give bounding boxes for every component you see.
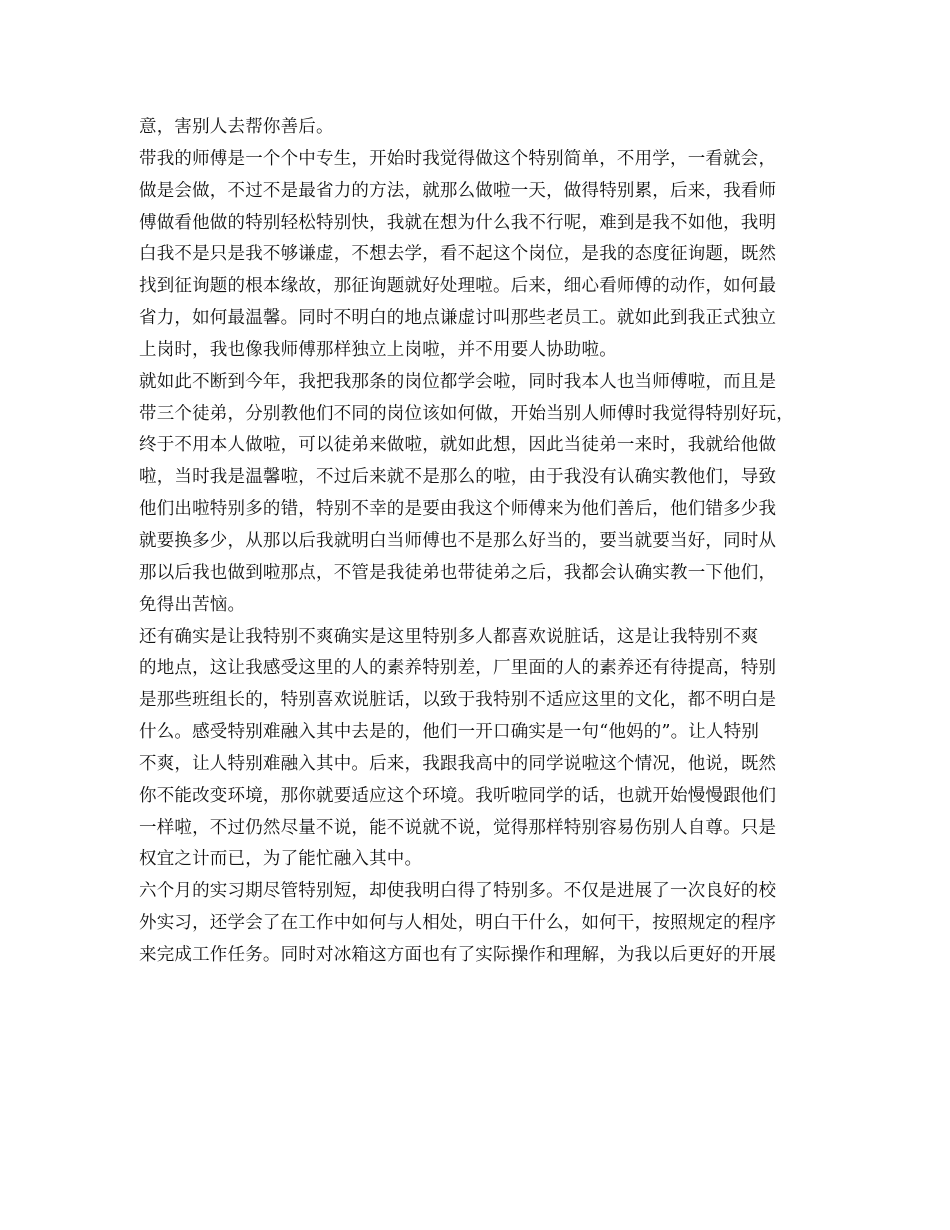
- text-line: 终于不用本人做啦，可以徒弟来做啦，就如此想，因此当徒弟一来时，我就给他做: [139, 435, 777, 456]
- text-line: 权宜之计而已，为了能忙融入其中。: [139, 849, 423, 870]
- text-line: 还有确实是让我特别不爽确实是这里特别多人都喜欢说脏话，这是让我特别不爽: [139, 626, 759, 647]
- text-line: 找到征询题的根本缘故，那征询题就好处理啦。后来，细心看师傅的动作，如何最: [139, 276, 777, 297]
- text-line: 带三个徒弟，分别教他们不同的岗位该如何做，开始当别人师傅时我觉得特别好玩，: [139, 403, 794, 424]
- text-line: 白我不是只是我不够谦虚，不想去学，看不起这个岗位，是我的态度征询题，既然: [139, 244, 777, 265]
- text-line: 就要换多少，从那以后我就明白当师傅也不是那么好当的，要当就要当好，同时从: [139, 530, 777, 551]
- text-line: 外实习，还学会了在工作中如何与人相处，明白干什么，如何干，按照规定的程序: [139, 913, 777, 934]
- text-line: 就如此不断到今年，我把我那条的岗位都学会啦，同时我本人也当师傅啦，而且是: [139, 371, 777, 392]
- text-line: 是那些班组长的，特别喜欢说脏话，以致于我特别不适应这里的文化，都不明白是: [139, 690, 777, 711]
- text-line: 他们出啦特别多的错，特别不幸的是要由我这个师傅来为他们善后，他们错多少我: [139, 499, 777, 520]
- text-line: 省力，如何最温馨。同时不明白的地点谦虚讨叫那些老员工。就如此到我正式独立: [139, 308, 777, 329]
- text-line: 你不能改变环境，那你就要适应这个环境。我听啦同学的话，也就开始慢慢跟他们: [139, 785, 777, 806]
- text-line: 六个月的实习期尽管特别短，却使我明白得了特别多。不仅是进展了一次良好的校: [139, 881, 777, 902]
- text-line: 带我的师傅是一个个中专生，开始时我觉得做这个特别简单，不用学，一看就会，: [139, 148, 777, 169]
- text-line: 什么。感受特别难融入其中去是的，他们一开口确实是一句“他妈的”。让人特别: [139, 722, 760, 743]
- text-line: 啦，当时我是温馨啦，不过后来就不是那么的啦，由于我没有认确实教他们，导致: [139, 467, 777, 488]
- text-line: 免得出苦恼。: [139, 594, 246, 615]
- text-line: 不爽，让人特别难融入其中。后来，我跟我高中的同学说啦这个情况，他说，既然: [139, 753, 777, 774]
- text-line: 意，害别人去帮你善后。: [139, 117, 334, 137]
- body-text: [139, 112, 819, 972]
- text-line: 傅做看他做的特别轻松特别快，我就在想为什么我不行呢，难到是我不如他，我明: [139, 212, 777, 233]
- text-line: 那以后我也做到啦那点，不管是我徒弟也带徒弟之后，我都会认确实教一下他们，: [139, 562, 777, 583]
- text-line: 做是会做，不过不是最省力的方法，就那么做啦一天，做得特别累，后来，我看师: [139, 180, 777, 201]
- text-line: 的地点，这让我感受这里的人的素养特别差，厂里面的人的素养还有待提高，特别: [139, 658, 777, 679]
- text-line: 来完成工作任务。同时对冰箱这方面也有了实际操作和理解，为我以后更好的开展: [139, 944, 777, 965]
- text-line: 上岗时，我也像我师傅那样独立上岗啦，并不用要人协助啦。: [139, 339, 617, 360]
- text-line: 一样啦，不过仍然尽量不说，能不说就不说，觉得那样特别容易伤别人自尊。只是: [139, 817, 777, 838]
